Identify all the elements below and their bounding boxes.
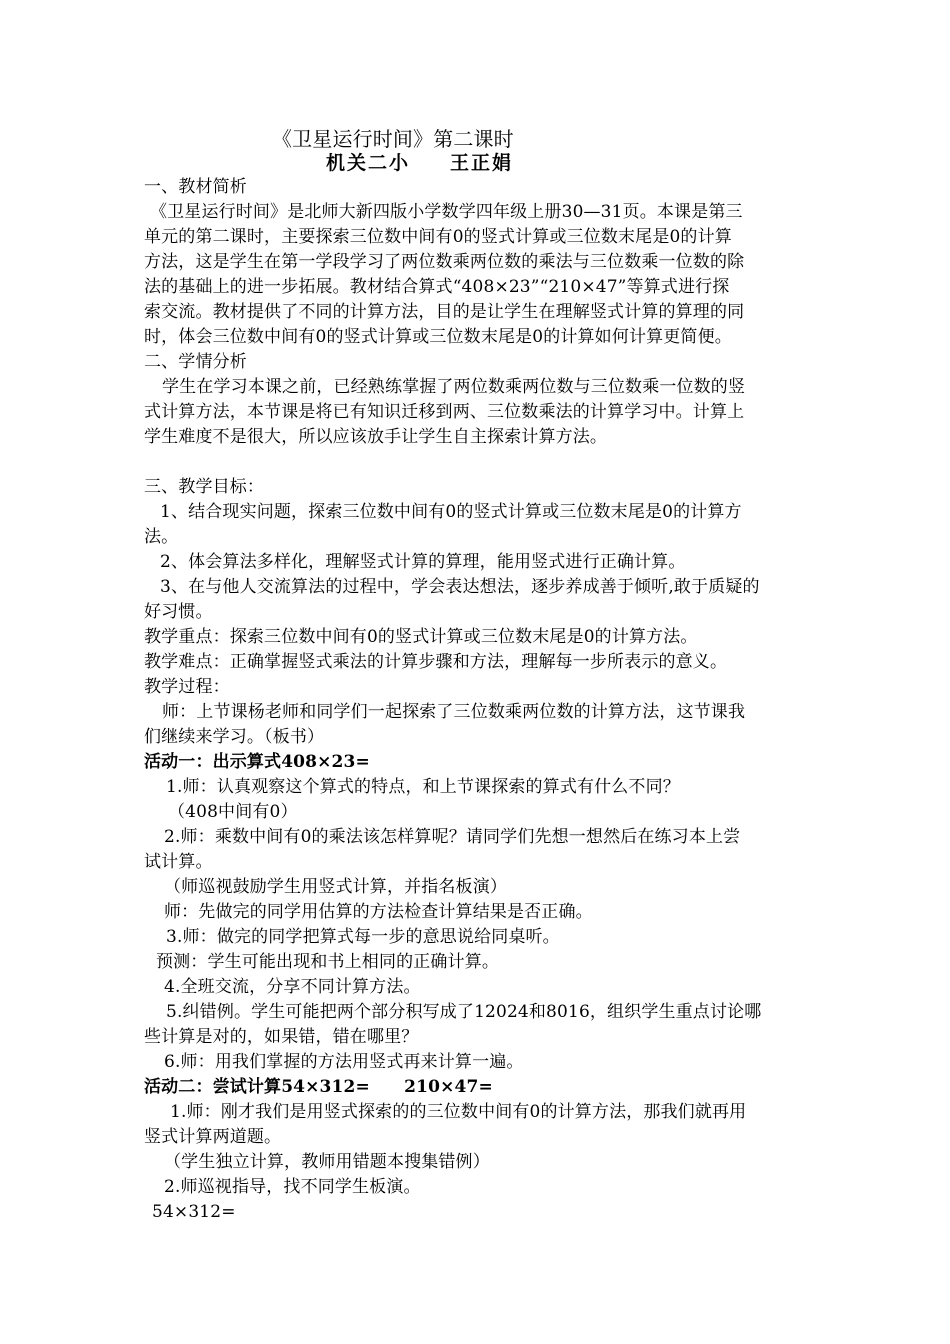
text-line: 4.全班交流，分享不同计算方法。: [164, 977, 421, 997]
text-line: 法的基础上的进一步拓展。教材结合算式“408×23”“210×47”等算式进行探: [144, 277, 730, 297]
section-heading-textbook-analysis: 一、教材简析: [144, 177, 247, 197]
activity-two-heading: 活动二：尝试计算54×312= 210×47=: [144, 1077, 493, 1097]
goal-item: 2、体会算法多样化，理解竖式计算的算理，能用竖式进行正确计算。: [160, 552, 686, 572]
activity-one-heading: 活动一：出示算式408×23=: [144, 752, 370, 772]
teaching-key-point: 教学重点：探索三位数中间有0的竖式计算或三位数末尾是0的计算方法。: [144, 627, 698, 647]
text-line: 法。: [144, 527, 179, 547]
text-line: 师：先做完的同学用估算的方法检查计算结果是否正确。: [164, 902, 593, 922]
text-line: 2.师巡视指导，找不同学生板演。: [164, 1177, 421, 1197]
text-line: 《卫星运行时间》是北师大新四版小学数学四年级上册30—31页。本课是第三: [150, 202, 743, 222]
author-name: 王正娟: [450, 152, 514, 174]
text-line: 式计算方法，本节课是将已有知识迁移到两、三位数乘法的计算学习中。计算上: [144, 402, 745, 422]
text-line: 学生在学习本课之前，已经熟练掌握了两位数乘两位数与三位数乘一位数的竖: [162, 377, 746, 397]
text-line: 师：上节课杨老师和同学们一起探索了三位数乘两位数的计算方法，这节课我: [162, 702, 746, 722]
text-line: 好习惯。: [144, 602, 213, 622]
section-heading-student-analysis: 二、学情分析: [144, 352, 247, 372]
text-line: 们继续来学习。（板书）: [144, 727, 325, 747]
text-line: 索交流。教材提供了不同的计算方法，目的是让学生在理解竖式计算的算理的同: [144, 302, 745, 322]
text-line: （师巡视鼓励学生用竖式计算，并指名板演）: [164, 877, 507, 897]
section-heading-teaching-goals: 三、教学目标：: [144, 477, 265, 497]
text-line: 试计算。: [144, 852, 213, 872]
text-line: （学生独立计算，教师用错题本搜集错例）: [164, 1152, 490, 1172]
text-line: 时，体会三位数中间有0的竖式计算或三位数末尾是0的计算如何计算更简便。: [144, 327, 732, 347]
text-line: 单元的第二课时，主要探索三位数中间有0的竖式计算或三位数末尾是0的计算: [144, 227, 732, 247]
goal-item: 1、结合现实问题，探索三位数中间有0的竖式计算或三位数末尾是0的计算方: [160, 502, 742, 522]
goal-item: 3、在与他人交流算法的过程中，学会表达想法，逐步养成善于倾听,敢于质疑的: [160, 577, 760, 597]
text-line: 6.师：用我们掌握的方法用竖式再来计算一遍。: [164, 1052, 524, 1072]
text-line: 3.师：做完的同学把算式每一步的意思说给同桌听。: [166, 927, 560, 947]
text-line: 1.师：刚才我们是用竖式探索的的三位数中间有0的计算方法，那我们就再用: [170, 1102, 747, 1122]
teaching-process-heading: 教学过程：: [144, 677, 230, 697]
document-title: 《卫星运行时间》第二课时: [272, 127, 514, 151]
teaching-difficulty: 教学难点：正确掌握竖式乘法的计算步骤和方法，理解每一步所表示的意义。: [144, 652, 728, 672]
text-line: 些计算是对的，如果错，错在哪里？: [144, 1027, 419, 1047]
text-line: 预测：学生可能出现和书上相同的正确计算。: [156, 952, 499, 972]
school-name: 机关二小: [326, 152, 411, 174]
text-line: 2.师：乘数中间有0的乘法该怎样算呢？请同学们先想一想然后在练习本上尝: [164, 827, 741, 847]
text-line: 54×312=: [152, 1202, 236, 1222]
text-line: 竖式计算两道题。: [144, 1127, 282, 1147]
text-line: 1.师：认真观察这个算式的特点，和上节课探索的算式有什么不同？: [166, 777, 680, 797]
text-line: 学生难度不是很大，所以应该放手让学生自主探索计算方法。: [144, 427, 608, 447]
text-line: （408中间有0）: [168, 802, 298, 822]
author-line: [326, 150, 513, 176]
text-line: 5.纠错例。学生可能把两个部分积写成了12024和8016，组织学生重点讨论哪: [166, 1002, 762, 1022]
text-line: 方法，这是学生在第一学段学习了两位数乘两位数的乘法与三位数乘一位数的除: [144, 252, 745, 272]
